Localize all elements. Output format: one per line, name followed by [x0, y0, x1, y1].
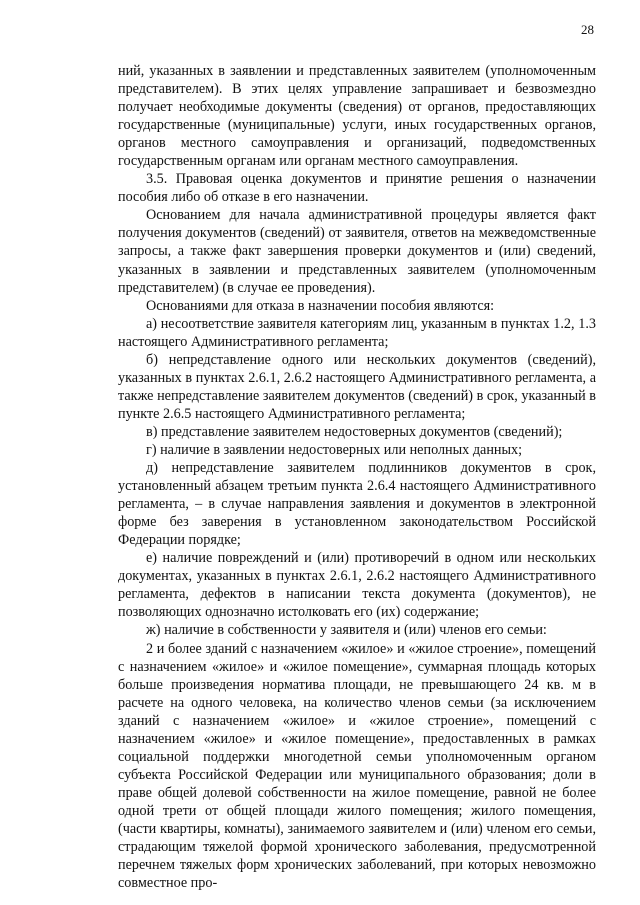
paragraph-property-condition: 2 и более зданий с назначением «жилое» и «жилое строение», помещений с назначением «жилое» и «жилое помещение», суммарная площадь которых больше произведения норматива площади, не превышающего 24 кв. м в расчете на одного человека, на количество членов семьи (за исключением зданий с назначением «жилое» и «жилое строение», помещений с назначением «жилое» и «жилое помещение», предоставленных в рамках социальной поддержки многодетной семьи уполномоченным органом субъекта Российской Федерации или муниципального образования; доли в праве общей долевой собственности на жилое помещение, равной не более одной трети от общей площади жилого помещения; жилого помещения, (части квартиры, комнаты), занимаемого заявителем и (или) членом его семьи, страдающим тяжелой формой хронического заболевания, предусмотренной перечнем тяжелых форм хронических заболеваний, при которых невозможно совместное про- — [118, 640, 596, 892]
paragraph-refusal-grounds-intro: Основаниями для отказа в назначении пособия являются: — [146, 297, 495, 314]
list-item-a: а) несоответствие заявителя категориям лиц, указанным в пунктах 1.2, 1.3 настоящего Административного регламента; — [118, 315, 596, 350]
list-item-g: г) наличие в заявлении недостоверных или неполных данных; — [146, 441, 523, 458]
document-body — [118, 62, 596, 892]
list-item-v: в) представление заявителем недостоверных документов (сведений); — [146, 423, 563, 440]
paragraph-continuation: ний, указанных в заявлении и представленных заявителем (уполномоченным представителем). В этих целях управление запрашивает и безвозмездно получает необходимые документы (сведения) от органов, предоставляющих государственные (муниципальные) услуги, иных государственных органов, органов местного самоуправления и организаций, подведомственных государственным органам или органам местного самоуправления. — [118, 63, 596, 170]
page-number: 28 — [581, 22, 594, 37]
paragraph-procedure-basis: Основанием для начала административной процедуры является факт получения документов (сведений) от заявителя, ответов на межведомственные запросы, а также факт завершения проверки документов и (или) сведений, указанных в заявлении и представленных заявителем (уполномоченным представителем) (в случае ее проведения). — [118, 207, 596, 296]
list-item-e: е) наличие повреждений и (или) противоречий в одном или нескольких документах, указанных в пунктах 2.6.1, 2.6.2 настоящего Административного регламента, дефектов в написании текста документа (документов), не позволяющих однозначно истолковать его (их) содержание; — [118, 550, 596, 621]
list-item-zh: ж) наличие в собственности у заявителя и (или) членов его семьи: — [146, 622, 547, 639]
paragraph-section-3-5-heading: 3.5. Правовая оценка документов и принятие решения о назначении пособия либо об отказе в его назначении. — [118, 171, 596, 206]
list-item-d: д) непредставление заявителем подлинников документов в срок, установленный абзацем третьим пункта 2.6.4 настоящего Административного регламента, – в случае направления заявления и документов в электронной форме без заверения в установленном законодательством Российской Федерации порядке; — [118, 460, 596, 549]
list-item-b: б) непредставление одного или нескольких документов (сведений), указанных в пунктах 2.6.1, 2.6.2 настоящего Административного регламента, а также непредставление заявителем документов (сведений) в срок, указанный в пункте 2.6.5 настоящего Административного регламента; — [118, 351, 596, 422]
